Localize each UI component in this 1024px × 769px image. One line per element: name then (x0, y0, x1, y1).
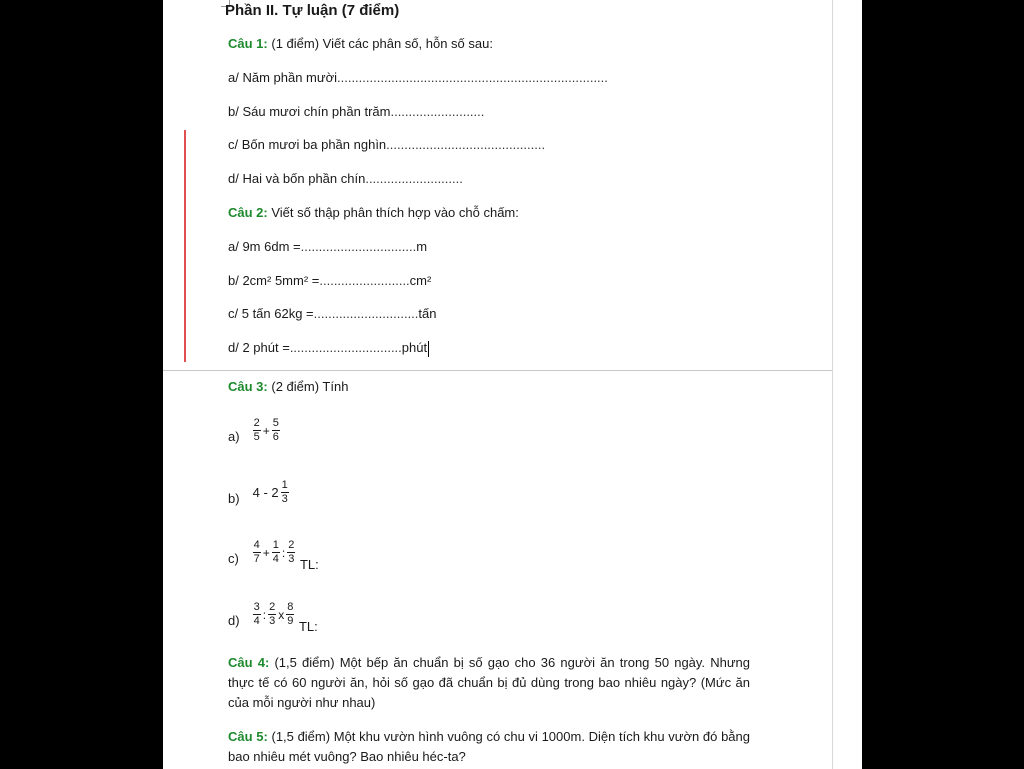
q3-c-label: c) (228, 551, 239, 566)
q5-text: (1,5 điểm) Một khu vườn hình vuông có chu vi 1000m. Diện tích khu vườn đó bằng bao nhiêu mét vuông? Bao nhiêu héc-ta? (228, 729, 750, 764)
q1-item-b-blank[interactable]: .......................... (390, 104, 485, 119)
q3-d-label: d) (228, 613, 240, 628)
q2-prompt: Viết số thập phân thích hợp vào chỗ chấm: (271, 205, 519, 220)
q4-paragraph (228, 653, 750, 713)
q2-label: Câu 2: (228, 205, 268, 220)
q1-item-d-blank[interactable]: ........................... (365, 171, 463, 186)
section-title: Phần II. Tự luận (7 điểm) (225, 2, 400, 19)
q2-heading (228, 205, 519, 221)
q2-item-c-blank[interactable]: ............................. (313, 306, 419, 321)
q2-item-d[interactable] (228, 340, 429, 357)
q3-label: Câu 3: (228, 379, 268, 394)
q2-item-a-blank[interactable]: ................................ (300, 239, 417, 254)
q3-prompt: (2 điểm) Tính (271, 379, 349, 394)
q3-part-d (228, 592, 318, 634)
q1-item-c-blank[interactable]: ............................................ (386, 137, 546, 152)
operator: + (262, 545, 270, 560)
q1-item-a-text: a/ Năm phần mười (228, 70, 337, 85)
page-edge (832, 0, 833, 769)
q1-heading (228, 36, 493, 52)
q2-item-b-blank[interactable]: ......................... (319, 273, 410, 288)
fraction: $\frac{4}{7}$ (253, 539, 260, 565)
q1-item-d[interactable] (228, 171, 463, 187)
operator: : (281, 545, 286, 560)
q2-item-a[interactable] (228, 239, 427, 255)
q3-a-label: a) (228, 429, 240, 444)
q2-item-b[interactable] (228, 273, 431, 289)
q1-item-a-blank[interactable]: ........................................................................... (337, 70, 608, 85)
q1-item-c-text: c/ Bốn mươi ba phần nghìn (228, 137, 387, 152)
operator: x (278, 607, 285, 622)
q2-item-b-unit: cm² (409, 273, 432, 288)
q1-item-a[interactable] (228, 70, 608, 86)
operator: + (262, 423, 270, 438)
whole-expression: 4 - 2 (252, 484, 279, 500)
operator: : (262, 607, 267, 622)
q5-paragraph (228, 727, 750, 767)
q2-item-c-unit: tấn (418, 306, 437, 321)
q3-d-answer-label: TL: (298, 619, 318, 634)
q3-heading (228, 379, 348, 395)
fraction: $\frac{2}{3}$ (288, 539, 295, 565)
q1-item-d-text: d/ Hai và bốn phần chín (228, 171, 366, 186)
q2-item-d-text: d/ 2 phút = (228, 340, 290, 355)
q1-label: Câu 1: (228, 36, 268, 51)
q2-item-b-text: b/ 2cm² 5mm² = (228, 273, 320, 288)
q4-text: (1,5 điểm) Một bếp ăn chuẩn bị số gạo cho 36 người ăn trong 50 ngày. Nhưng thực tế có 60 người ăn, hỏi số gạo đã chuẩn bị đủ dùng trong bao nhiêu ngày? (Mức ăn của mỗi người như nhau) (228, 655, 750, 710)
q1-item-c[interactable] (228, 137, 545, 153)
q3-part-a (228, 408, 281, 444)
q3-part-b (228, 470, 290, 506)
fraction: $\frac{1}{4}$ (272, 539, 279, 565)
fraction: $\frac{2}{5}$ (253, 417, 260, 443)
fraction: $\frac{1}{3}$ (281, 479, 288, 505)
page-break-line (163, 370, 832, 371)
q2-item-c-text: c/ 5 tấn 62kg = (228, 306, 314, 321)
q2-item-c[interactable] (228, 306, 436, 322)
q1-item-b-text: b/ Sáu mươi chín phần trăm (228, 104, 391, 119)
q1-prompt: (1 điểm) Viết các phân số, hỗn số sau: (271, 36, 493, 51)
text-cursor (428, 341, 429, 357)
q2-item-a-text: a/ 9m 6dm = (228, 239, 301, 254)
q2-item-d-unit: phút (401, 340, 428, 355)
change-bar (184, 130, 186, 362)
q1-item-b[interactable] (228, 104, 484, 120)
fraction: $\frac{3}{4}$ (253, 601, 260, 627)
q3-c-answer-label: TL: (299, 557, 319, 572)
q2-item-a-unit: m (416, 239, 428, 254)
q4-label: Câu 4: (228, 655, 270, 670)
q2-item-d-blank[interactable]: ............................... (289, 340, 402, 355)
q5-label: Câu 5: (228, 729, 268, 744)
fraction: $\frac{5}{6}$ (272, 417, 279, 443)
fraction: $\frac{8}{9}$ (287, 601, 294, 627)
q3-part-c (228, 530, 319, 572)
fraction: $\frac{2}{3}$ (269, 601, 276, 627)
q3-b-label: b) (228, 491, 240, 506)
